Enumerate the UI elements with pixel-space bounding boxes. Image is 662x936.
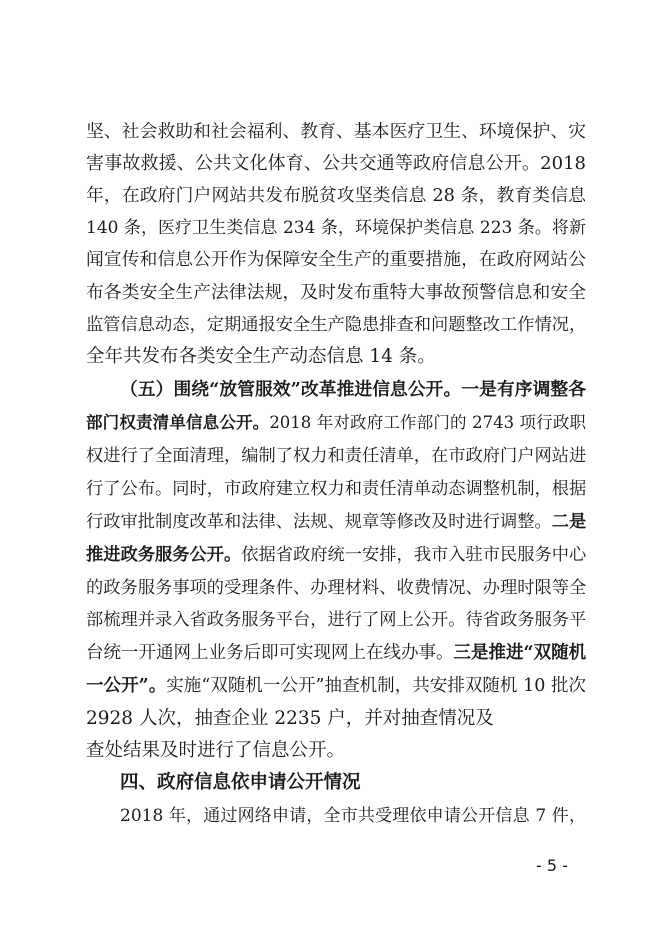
paragraph-line: 2928 人次，抽查企业 2235 户，并对抽查情况及 bbox=[86, 708, 494, 729]
paragraph-line: 闻宣传和信息公开作为保障安全生产的重要措施，在政府网站公 bbox=[86, 250, 586, 270]
paragraph-line: 的政务服务事项的受理条件、办理材料、收费情况、办理时限等全 bbox=[86, 578, 587, 598]
paragraph-line: 布各类安全生产法律法规，及时发布重特大事故预警信息和安全 bbox=[86, 283, 586, 303]
bold-phrase: 一是有序调整各 bbox=[461, 379, 586, 400]
text-run: 台统一开通网上业务后即可实现网上在线办事。 bbox=[86, 643, 454, 663]
bold-phrase: 推进政务服务公开。 bbox=[86, 545, 242, 565]
section-5-heading: （五）围绕“放管服效”改革推进信息公开。 bbox=[120, 379, 462, 400]
paragraph-line: 全年共发布各类安全生产动态信息 14 条。 bbox=[86, 346, 436, 367]
section-5-line-6 bbox=[86, 543, 586, 567]
paragraph-line: 监管信息动态，定期通报安全生产隐患排查和问题整改工作情况， bbox=[86, 315, 587, 335]
bold-phrase: 三是推进“双随机 bbox=[453, 643, 587, 663]
section-5-line-9 bbox=[86, 641, 586, 665]
paragraph-line: 部梳理并录入省政务服务平台，进行了网上公开。待省政务服务平 bbox=[86, 610, 587, 630]
section-5-line-10 bbox=[86, 674, 586, 698]
text-run: 依据省政府统一安排，我市入驻市民服务中心 bbox=[241, 545, 587, 565]
text-run: 2018 年对政府工作部门的 2743 项行政职 bbox=[269, 413, 586, 432]
paragraph-line: 权进行了全面清理，编制了权力和责任清单，在市政府门户网站进 bbox=[86, 446, 587, 466]
section-5-line-2 bbox=[86, 411, 586, 435]
paragraph-line: 坚、社会救助和社会福利、教育、基本医疗卫生、环境保护、灾 bbox=[86, 122, 586, 142]
paragraph-line: 害事故救援、公共文化体育、公共交通等政府信息公开。2018 bbox=[86, 153, 586, 174]
page-number: - 5 - bbox=[536, 856, 568, 875]
section-4-heading: 四、政府信息依申请公开情况 bbox=[120, 772, 361, 793]
section-5-line-1 bbox=[120, 378, 586, 402]
text-run: 实施“双随机一公开”抽查机制，共安排双随机 10 批次 bbox=[166, 676, 586, 696]
paragraph-line: 140 条，医疗卫生类信息 234 条，环境保护类信息 223 条。将新 bbox=[86, 218, 586, 238]
paragraph-line: 查处结果及时进行了信息公开。 bbox=[86, 740, 346, 761]
paragraph-line: 行了公布。同时，市政府建立权力和责任清单动态调整机制，根据 bbox=[86, 479, 587, 499]
paragraph-line: 2018 年，通过网络申请，全市共受理依申请公开信息 7 件， bbox=[120, 806, 586, 826]
paragraph-line: 年，在政府门户网站共发布脱贫攻坚类信息 28 条，教育类信息 bbox=[86, 186, 586, 206]
section-5-line-5 bbox=[86, 510, 586, 534]
text-run: 行政审批制度改革和法律、法规、规章等修改及时进行调整。 bbox=[86, 512, 552, 532]
bold-phrase: 一公开”。 bbox=[86, 676, 167, 696]
bold-phrase: 部门权责清单信息公开。 bbox=[86, 413, 270, 432]
bold-phrase: 二是 bbox=[551, 512, 587, 532]
